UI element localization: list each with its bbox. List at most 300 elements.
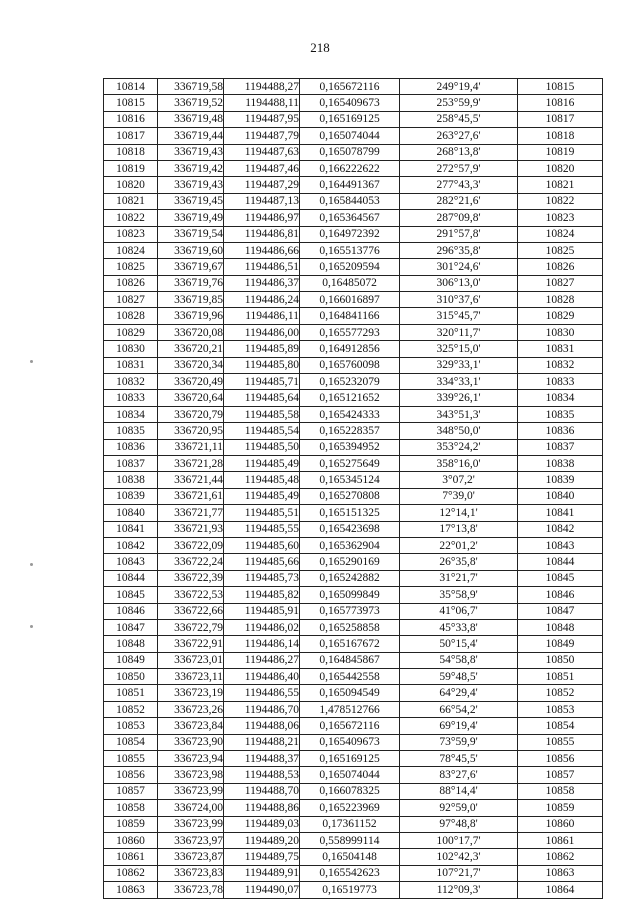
table-row bbox=[104, 505, 603, 521]
x-coordinate-cell: 336722,66 bbox=[158, 603, 224, 619]
point-to-cell: 10847 bbox=[518, 603, 603, 619]
direction-angle-cell: 301°24,6' bbox=[400, 259, 518, 275]
point-to-cell: 10822 bbox=[518, 193, 603, 209]
point-to-cell: 10836 bbox=[518, 423, 603, 439]
point-to-cell: 10832 bbox=[518, 357, 603, 373]
x-coordinate-cell: 336719,96 bbox=[158, 308, 224, 324]
distance-cell: 0,165078799 bbox=[300, 144, 400, 160]
table-row bbox=[104, 341, 603, 357]
point-from-cell: 10836 bbox=[104, 439, 158, 455]
distance-cell: 0,558999114 bbox=[300, 832, 400, 848]
x-coordinate-cell: 336720,49 bbox=[158, 374, 224, 390]
distance-cell: 0,165074044 bbox=[300, 128, 400, 144]
point-to-cell: 10849 bbox=[518, 636, 603, 652]
direction-angle-cell: 282°21,6' bbox=[400, 193, 518, 209]
point-from-cell: 10832 bbox=[104, 374, 158, 390]
x-coordinate-cell: 336719,76 bbox=[158, 275, 224, 291]
table-row bbox=[104, 570, 603, 586]
point-to-cell: 10830 bbox=[518, 324, 603, 340]
direction-angle-cell: 253°59,9' bbox=[400, 95, 518, 111]
distance-cell: 1,478512766 bbox=[300, 701, 400, 717]
distance-cell: 0,164912856 bbox=[300, 341, 400, 357]
y-coordinate-cell: 1194488,11 bbox=[224, 95, 300, 111]
point-from-cell: 10863 bbox=[104, 882, 158, 898]
point-from-cell: 10840 bbox=[104, 505, 158, 521]
point-to-cell: 10828 bbox=[518, 292, 603, 308]
table-row bbox=[104, 160, 603, 176]
point-from-cell: 10839 bbox=[104, 488, 158, 504]
distance-cell: 0,16485072 bbox=[300, 275, 400, 291]
x-coordinate-cell: 336723,19 bbox=[158, 685, 224, 701]
direction-angle-cell: 78°45,5' bbox=[400, 751, 518, 767]
x-coordinate-cell: 336719,44 bbox=[158, 128, 224, 144]
distance-cell: 0,165409673 bbox=[300, 734, 400, 750]
direction-angle-cell: 54°58,8' bbox=[400, 652, 518, 668]
direction-angle-cell: 73°59,9' bbox=[400, 734, 518, 750]
x-coordinate-cell: 336720,64 bbox=[158, 390, 224, 406]
distance-cell: 0,165275649 bbox=[300, 455, 400, 471]
x-coordinate-cell: 336721,11 bbox=[158, 439, 224, 455]
distance-cell: 0,165513776 bbox=[300, 242, 400, 258]
y-coordinate-cell: 1194485,91 bbox=[224, 603, 300, 619]
y-coordinate-cell: 1194486,27 bbox=[224, 652, 300, 668]
direction-angle-cell: 310°37,6' bbox=[400, 292, 518, 308]
distance-cell: 0,165394952 bbox=[300, 439, 400, 455]
x-coordinate-cell: 336719,60 bbox=[158, 242, 224, 258]
y-coordinate-cell: 1194486,37 bbox=[224, 275, 300, 291]
y-coordinate-cell: 1194485,66 bbox=[224, 554, 300, 570]
y-coordinate-cell: 1194485,55 bbox=[224, 521, 300, 537]
point-to-cell: 10816 bbox=[518, 95, 603, 111]
point-from-cell: 10818 bbox=[104, 144, 158, 160]
y-coordinate-cell: 1194488,27 bbox=[224, 79, 300, 95]
table-row bbox=[104, 455, 603, 471]
point-to-cell: 10821 bbox=[518, 177, 603, 193]
direction-angle-cell: 45°33,8' bbox=[400, 619, 518, 635]
distance-cell: 0,165074044 bbox=[300, 767, 400, 783]
table-row bbox=[104, 603, 603, 619]
scan-artifact-mark bbox=[30, 563, 33, 566]
distance-cell: 0,164841166 bbox=[300, 308, 400, 324]
direction-angle-cell: 26°35,8' bbox=[400, 554, 518, 570]
point-to-cell: 10855 bbox=[518, 734, 603, 750]
table-row bbox=[104, 800, 603, 816]
y-coordinate-cell: 1194485,89 bbox=[224, 341, 300, 357]
distance-cell: 0,165364567 bbox=[300, 210, 400, 226]
y-coordinate-cell: 1194485,64 bbox=[224, 390, 300, 406]
direction-angle-cell: 258°45,5' bbox=[400, 111, 518, 127]
y-coordinate-cell: 1194486,24 bbox=[224, 292, 300, 308]
point-to-cell: 10825 bbox=[518, 242, 603, 258]
point-from-cell: 10849 bbox=[104, 652, 158, 668]
point-from-cell: 10833 bbox=[104, 390, 158, 406]
table-row bbox=[104, 423, 603, 439]
direction-angle-cell: 3°07,2' bbox=[400, 472, 518, 488]
x-coordinate-cell: 336719,52 bbox=[158, 95, 224, 111]
distance-cell: 0,165270808 bbox=[300, 488, 400, 504]
x-coordinate-cell: 336723,78 bbox=[158, 882, 224, 898]
direction-angle-cell: 296°35,8' bbox=[400, 242, 518, 258]
direction-angle-cell: 249°19,4' bbox=[400, 79, 518, 95]
point-to-cell: 10837 bbox=[518, 439, 603, 455]
table-row bbox=[104, 406, 603, 422]
point-from-cell: 10847 bbox=[104, 619, 158, 635]
table-row bbox=[104, 554, 603, 570]
distance-cell: 0,165167672 bbox=[300, 636, 400, 652]
distance-cell: 0,165094549 bbox=[300, 685, 400, 701]
distance-cell: 0,165290169 bbox=[300, 554, 400, 570]
y-coordinate-cell: 1194485,49 bbox=[224, 488, 300, 504]
point-to-cell: 10863 bbox=[518, 865, 603, 881]
direction-angle-cell: 325°15,0' bbox=[400, 341, 518, 357]
y-coordinate-cell: 1194487,63 bbox=[224, 144, 300, 160]
x-coordinate-cell: 336722,91 bbox=[158, 636, 224, 652]
point-from-cell: 10825 bbox=[104, 259, 158, 275]
x-coordinate-cell: 336719,67 bbox=[158, 259, 224, 275]
direction-angle-cell: 102°42,3' bbox=[400, 849, 518, 865]
y-coordinate-cell: 1194488,21 bbox=[224, 734, 300, 750]
point-from-cell: 10816 bbox=[104, 111, 158, 127]
distance-cell: 0,165773973 bbox=[300, 603, 400, 619]
point-to-cell: 10848 bbox=[518, 619, 603, 635]
direction-angle-cell: 348°50,0' bbox=[400, 423, 518, 439]
direction-angle-cell: 339°26,1' bbox=[400, 390, 518, 406]
distance-cell: 0,164491367 bbox=[300, 177, 400, 193]
coordinates-table bbox=[103, 78, 603, 899]
point-from-cell: 10848 bbox=[104, 636, 158, 652]
distance-cell: 0,166078325 bbox=[300, 783, 400, 799]
direction-angle-cell: 66°54,2' bbox=[400, 701, 518, 717]
direction-angle-cell: 334°33,1' bbox=[400, 374, 518, 390]
distance-cell: 0,165844053 bbox=[300, 193, 400, 209]
point-to-cell: 10823 bbox=[518, 210, 603, 226]
direction-angle-cell: 50°15,4' bbox=[400, 636, 518, 652]
table-row bbox=[104, 652, 603, 668]
point-to-cell: 10815 bbox=[518, 79, 603, 95]
x-coordinate-cell: 336723,84 bbox=[158, 718, 224, 734]
direction-angle-cell: 277°43,3' bbox=[400, 177, 518, 193]
point-to-cell: 10846 bbox=[518, 587, 603, 603]
x-coordinate-cell: 336723,97 bbox=[158, 832, 224, 848]
distance-cell: 0,166222622 bbox=[300, 160, 400, 176]
distance-cell: 0,16504148 bbox=[300, 849, 400, 865]
distance-cell: 0,164845867 bbox=[300, 652, 400, 668]
point-from-cell: 10858 bbox=[104, 800, 158, 816]
y-coordinate-cell: 1194488,86 bbox=[224, 800, 300, 816]
table-row bbox=[104, 308, 603, 324]
x-coordinate-cell: 336719,85 bbox=[158, 292, 224, 308]
y-coordinate-cell: 1194486,55 bbox=[224, 685, 300, 701]
scan-artifact-mark bbox=[30, 625, 33, 628]
y-coordinate-cell: 1194485,82 bbox=[224, 587, 300, 603]
x-coordinate-cell: 336721,61 bbox=[158, 488, 224, 504]
direction-angle-cell: 315°45,7' bbox=[400, 308, 518, 324]
table-row bbox=[104, 767, 603, 783]
point-to-cell: 10839 bbox=[518, 472, 603, 488]
table-row bbox=[104, 439, 603, 455]
point-from-cell: 10822 bbox=[104, 210, 158, 226]
table-row bbox=[104, 537, 603, 553]
y-coordinate-cell: 1194486,11 bbox=[224, 308, 300, 324]
y-coordinate-cell: 1194485,58 bbox=[224, 406, 300, 422]
point-to-cell: 10818 bbox=[518, 128, 603, 144]
direction-angle-cell: 268°13,8' bbox=[400, 144, 518, 160]
point-to-cell: 10864 bbox=[518, 882, 603, 898]
x-coordinate-cell: 336723,99 bbox=[158, 816, 224, 832]
point-to-cell: 10831 bbox=[518, 341, 603, 357]
direction-angle-cell: 291°57,8' bbox=[400, 226, 518, 242]
table-row bbox=[104, 783, 603, 799]
direction-angle-cell: 35°58,9' bbox=[400, 587, 518, 603]
point-from-cell: 10827 bbox=[104, 292, 158, 308]
x-coordinate-cell: 336721,44 bbox=[158, 472, 224, 488]
table-row bbox=[104, 226, 603, 242]
y-coordinate-cell: 1194485,49 bbox=[224, 455, 300, 471]
table-row bbox=[104, 128, 603, 144]
distance-cell: 0,165099849 bbox=[300, 587, 400, 603]
point-from-cell: 10838 bbox=[104, 472, 158, 488]
direction-angle-cell: 88°14,4' bbox=[400, 783, 518, 799]
x-coordinate-cell: 336721,93 bbox=[158, 521, 224, 537]
point-to-cell: 10833 bbox=[518, 374, 603, 390]
table-row bbox=[104, 111, 603, 127]
x-coordinate-cell: 336719,54 bbox=[158, 226, 224, 242]
table-row bbox=[104, 865, 603, 881]
y-coordinate-cell: 1194485,54 bbox=[224, 423, 300, 439]
point-to-cell: 10860 bbox=[518, 816, 603, 832]
distance-cell: 0,164972392 bbox=[300, 226, 400, 242]
table-row bbox=[104, 685, 603, 701]
point-to-cell: 10857 bbox=[518, 767, 603, 783]
point-to-cell: 10842 bbox=[518, 521, 603, 537]
distance-cell: 0,165362904 bbox=[300, 537, 400, 553]
table-row bbox=[104, 587, 603, 603]
direction-angle-cell: 306°13,0' bbox=[400, 275, 518, 291]
point-to-cell: 10845 bbox=[518, 570, 603, 586]
point-from-cell: 10860 bbox=[104, 832, 158, 848]
table-body bbox=[104, 79, 603, 899]
table-row bbox=[104, 95, 603, 111]
table-row bbox=[104, 210, 603, 226]
y-coordinate-cell: 1194489,03 bbox=[224, 816, 300, 832]
point-to-cell: 10862 bbox=[518, 849, 603, 865]
y-coordinate-cell: 1194486,97 bbox=[224, 210, 300, 226]
direction-angle-cell: 112°09,3' bbox=[400, 882, 518, 898]
table-row bbox=[104, 718, 603, 734]
y-coordinate-cell: 1194489,75 bbox=[224, 849, 300, 865]
y-coordinate-cell: 1194486,81 bbox=[224, 226, 300, 242]
x-coordinate-cell: 336719,49 bbox=[158, 210, 224, 226]
table-row bbox=[104, 751, 603, 767]
point-to-cell: 10858 bbox=[518, 783, 603, 799]
point-to-cell: 10829 bbox=[518, 308, 603, 324]
x-coordinate-cell: 336723,01 bbox=[158, 652, 224, 668]
direction-angle-cell: 343°51,3' bbox=[400, 406, 518, 422]
point-to-cell: 10834 bbox=[518, 390, 603, 406]
x-coordinate-cell: 336719,58 bbox=[158, 79, 224, 95]
x-coordinate-cell: 336723,87 bbox=[158, 849, 224, 865]
direction-angle-cell: 92°59,0' bbox=[400, 800, 518, 816]
point-to-cell: 10824 bbox=[518, 226, 603, 242]
direction-angle-cell: 59°48,5' bbox=[400, 669, 518, 685]
table-row bbox=[104, 849, 603, 865]
point-from-cell: 10856 bbox=[104, 767, 158, 783]
point-from-cell: 10841 bbox=[104, 521, 158, 537]
table-row bbox=[104, 636, 603, 652]
point-from-cell: 10861 bbox=[104, 849, 158, 865]
direction-angle-cell: 107°21,7' bbox=[400, 865, 518, 881]
point-to-cell: 10843 bbox=[518, 537, 603, 553]
direction-angle-cell: 41°06,7' bbox=[400, 603, 518, 619]
distance-cell: 0,165577293 bbox=[300, 324, 400, 340]
x-coordinate-cell: 336720,08 bbox=[158, 324, 224, 340]
point-to-cell: 10859 bbox=[518, 800, 603, 816]
table-row bbox=[104, 390, 603, 406]
direction-angle-cell: 358°16,0' bbox=[400, 455, 518, 471]
point-to-cell: 10844 bbox=[518, 554, 603, 570]
x-coordinate-cell: 336719,43 bbox=[158, 177, 224, 193]
y-coordinate-cell: 1194485,48 bbox=[224, 472, 300, 488]
direction-angle-cell: 69°19,4' bbox=[400, 718, 518, 734]
point-from-cell: 10853 bbox=[104, 718, 158, 734]
point-to-cell: 10851 bbox=[518, 669, 603, 685]
distance-cell: 0,166016897 bbox=[300, 292, 400, 308]
y-coordinate-cell: 1194487,46 bbox=[224, 160, 300, 176]
y-coordinate-cell: 1194488,06 bbox=[224, 718, 300, 734]
x-coordinate-cell: 336722,24 bbox=[158, 554, 224, 570]
direction-angle-cell: 100°17,7' bbox=[400, 832, 518, 848]
point-from-cell: 10857 bbox=[104, 783, 158, 799]
x-coordinate-cell: 336720,79 bbox=[158, 406, 224, 422]
distance-cell: 0,165442558 bbox=[300, 669, 400, 685]
distance-cell: 0,165423698 bbox=[300, 521, 400, 537]
point-from-cell: 10855 bbox=[104, 751, 158, 767]
x-coordinate-cell: 336720,34 bbox=[158, 357, 224, 373]
distance-cell: 0,165672116 bbox=[300, 79, 400, 95]
y-coordinate-cell: 1194486,40 bbox=[224, 669, 300, 685]
x-coordinate-cell: 336723,98 bbox=[158, 767, 224, 783]
y-coordinate-cell: 1194486,66 bbox=[224, 242, 300, 258]
point-to-cell: 10840 bbox=[518, 488, 603, 504]
table-row bbox=[104, 488, 603, 504]
y-coordinate-cell: 1194485,80 bbox=[224, 357, 300, 373]
direction-angle-cell: 22°01,2' bbox=[400, 537, 518, 553]
table-row bbox=[104, 374, 603, 390]
point-to-cell: 10850 bbox=[518, 652, 603, 668]
distance-cell: 0,165232079 bbox=[300, 374, 400, 390]
y-coordinate-cell: 1194487,79 bbox=[224, 128, 300, 144]
distance-cell: 0,165209594 bbox=[300, 259, 400, 275]
y-coordinate-cell: 1194486,02 bbox=[224, 619, 300, 635]
y-coordinate-cell: 1194486,51 bbox=[224, 259, 300, 275]
x-coordinate-cell: 336723,11 bbox=[158, 669, 224, 685]
point-to-cell: 10827 bbox=[518, 275, 603, 291]
table-row bbox=[104, 275, 603, 291]
y-coordinate-cell: 1194485,50 bbox=[224, 439, 300, 455]
point-to-cell: 10826 bbox=[518, 259, 603, 275]
y-coordinate-cell: 1194489,91 bbox=[224, 865, 300, 881]
point-to-cell: 10856 bbox=[518, 751, 603, 767]
y-coordinate-cell: 1194487,95 bbox=[224, 111, 300, 127]
direction-angle-cell: 353°24,2' bbox=[400, 439, 518, 455]
table-row bbox=[104, 701, 603, 717]
x-coordinate-cell: 336722,39 bbox=[158, 570, 224, 586]
x-coordinate-cell: 336719,42 bbox=[158, 160, 224, 176]
direction-angle-cell: 320°11,7' bbox=[400, 324, 518, 340]
point-from-cell: 10843 bbox=[104, 554, 158, 570]
direction-angle-cell: 263°27,6' bbox=[400, 128, 518, 144]
y-coordinate-cell: 1194488,53 bbox=[224, 767, 300, 783]
y-coordinate-cell: 1194486,70 bbox=[224, 701, 300, 717]
distance-cell: 0,165151325 bbox=[300, 505, 400, 521]
point-from-cell: 10817 bbox=[104, 128, 158, 144]
direction-angle-cell: 12°14,1' bbox=[400, 505, 518, 521]
scan-artifact-mark bbox=[30, 360, 33, 363]
table-row bbox=[104, 882, 603, 898]
distance-cell: 0,165242882 bbox=[300, 570, 400, 586]
y-coordinate-cell: 1194485,60 bbox=[224, 537, 300, 553]
point-from-cell: 10859 bbox=[104, 816, 158, 832]
direction-angle-cell: 97°48,8' bbox=[400, 816, 518, 832]
direction-angle-cell: 7°39,0' bbox=[400, 488, 518, 504]
point-from-cell: 10819 bbox=[104, 160, 158, 176]
y-coordinate-cell: 1194488,37 bbox=[224, 751, 300, 767]
point-from-cell: 10845 bbox=[104, 587, 158, 603]
x-coordinate-cell: 336723,83 bbox=[158, 865, 224, 881]
point-from-cell: 10842 bbox=[104, 537, 158, 553]
x-coordinate-cell: 336722,79 bbox=[158, 619, 224, 635]
point-to-cell: 10817 bbox=[518, 111, 603, 127]
distance-cell: 0,165345124 bbox=[300, 472, 400, 488]
x-coordinate-cell: 336724,00 bbox=[158, 800, 224, 816]
y-coordinate-cell: 1194485,51 bbox=[224, 505, 300, 521]
point-from-cell: 10815 bbox=[104, 95, 158, 111]
point-from-cell: 10826 bbox=[104, 275, 158, 291]
table-row bbox=[104, 193, 603, 209]
point-from-cell: 10824 bbox=[104, 242, 158, 258]
direction-angle-cell: 17°13,8' bbox=[400, 521, 518, 537]
point-to-cell: 10852 bbox=[518, 685, 603, 701]
table-row bbox=[104, 324, 603, 340]
table-row bbox=[104, 619, 603, 635]
point-to-cell: 10820 bbox=[518, 160, 603, 176]
x-coordinate-cell: 336720,21 bbox=[158, 341, 224, 357]
y-coordinate-cell: 1194487,13 bbox=[224, 193, 300, 209]
table-row bbox=[104, 734, 603, 750]
table-row bbox=[104, 144, 603, 160]
y-coordinate-cell: 1194486,00 bbox=[224, 324, 300, 340]
y-coordinate-cell: 1194486,14 bbox=[224, 636, 300, 652]
point-to-cell: 10853 bbox=[518, 701, 603, 717]
point-from-cell: 10834 bbox=[104, 406, 158, 422]
point-to-cell: 10819 bbox=[518, 144, 603, 160]
point-to-cell: 10835 bbox=[518, 406, 603, 422]
x-coordinate-cell: 336722,09 bbox=[158, 537, 224, 553]
distance-cell: 0,165672116 bbox=[300, 718, 400, 734]
table-row bbox=[104, 357, 603, 373]
x-coordinate-cell: 336723,94 bbox=[158, 751, 224, 767]
point-to-cell: 10861 bbox=[518, 832, 603, 848]
point-from-cell: 10844 bbox=[104, 570, 158, 586]
point-from-cell: 10829 bbox=[104, 324, 158, 340]
point-from-cell: 10821 bbox=[104, 193, 158, 209]
x-coordinate-cell: 336719,45 bbox=[158, 193, 224, 209]
x-coordinate-cell: 336723,26 bbox=[158, 701, 224, 717]
distance-cell: 0,165424333 bbox=[300, 406, 400, 422]
x-coordinate-cell: 336722,53 bbox=[158, 587, 224, 603]
distance-cell: 0,16519773 bbox=[300, 882, 400, 898]
table-row bbox=[104, 472, 603, 488]
